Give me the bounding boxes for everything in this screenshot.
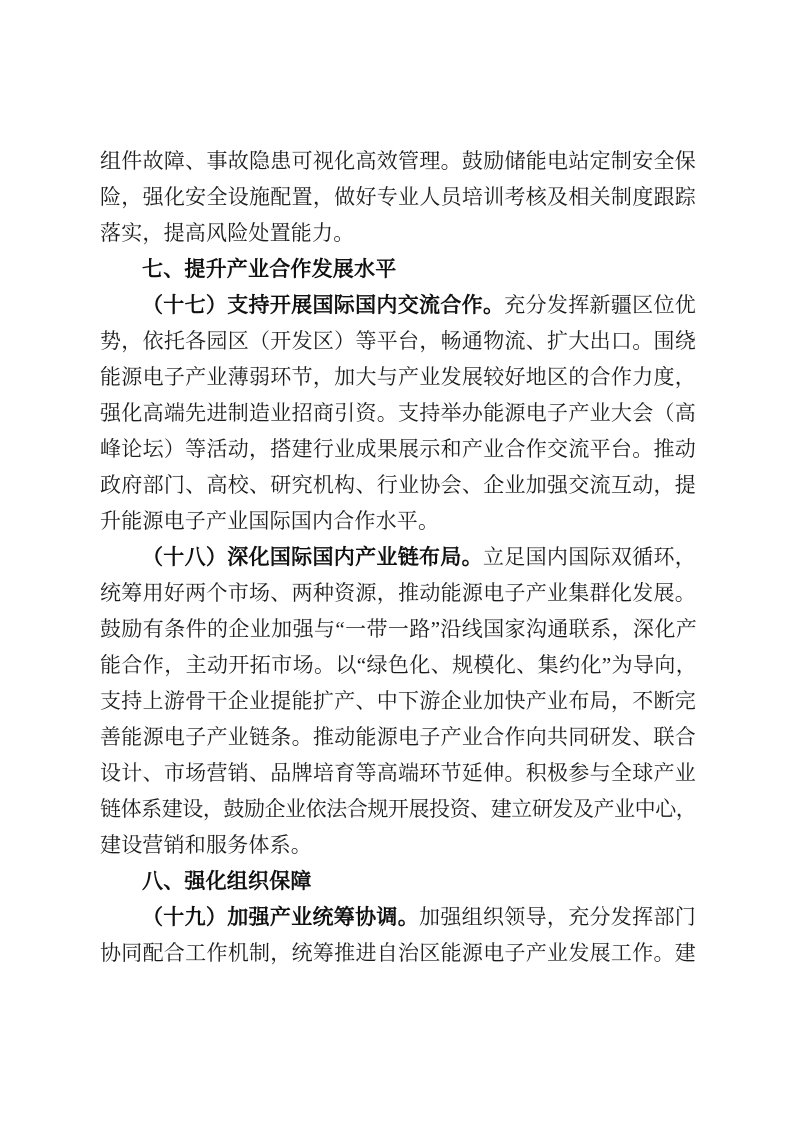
body-text-run: 善能源电子产业链条。推动能源电子产业合作向共同研发、联合	[100, 725, 696, 749]
body-text-run: 组件故障、事故隐患可视化高效管理。鼓励储能电站定制安全保	[100, 149, 696, 173]
text-line	[100, 179, 696, 215]
body-text-run: 险，强化安全设施配置，做好专业人员培训考核及相关制度跟踪	[100, 185, 696, 209]
body-text-run: 能合作，主动开拓市场。以“绿色化、规模化、集约化”为导向，	[100, 653, 696, 677]
bold-text-run: （十九）加强产业统筹协调。	[142, 906, 420, 929]
text-line	[100, 143, 696, 179]
bold-text-run: （十七）支持开展国际国内交流合作。	[142, 294, 505, 317]
bold-text-run: （十八）深化国际国内产业链布局。	[142, 546, 483, 569]
text-line	[100, 467, 696, 503]
text-line	[100, 359, 696, 395]
body-text-run: 落实，提高风险处置能力。	[100, 221, 355, 245]
body-text-run: 建设营销和服务体系。	[100, 833, 312, 857]
body-text-run: 升能源电子产业国际国内合作水平。	[100, 509, 440, 533]
document-body	[100, 143, 696, 971]
body-text-run: 链体系建设，鼓励企业依法合规开展投资、建立研发及产业中心，	[100, 797, 696, 821]
text-line	[100, 899, 696, 935]
heading-line	[100, 863, 696, 899]
text-line	[100, 287, 696, 323]
body-text-run: 协同配合工作机制，统筹推进自治区能源电子产业发展工作。建	[100, 941, 696, 965]
bold-text-run: 七、提升产业合作发展水平	[142, 258, 397, 281]
body-text-run: 政府部门、高校、研究机构、行业协会、企业加强交流互动，提	[100, 473, 696, 497]
text-line	[100, 935, 696, 971]
body-text-run: 立足国内国际双循环，	[483, 545, 697, 569]
body-text-run: 鼓励有条件的企业加强与“一带一路”沿线国家沟通联系，深化产	[100, 617, 696, 641]
text-line	[100, 827, 696, 863]
text-line	[100, 215, 696, 251]
text-line	[100, 791, 696, 827]
text-line	[100, 431, 696, 467]
text-line	[100, 323, 696, 359]
body-text-run: 强化高端先进制造业招商引资。支持举办能源电子产业大会（高	[100, 401, 696, 425]
body-text-run: 充分发挥新疆区位优	[504, 293, 696, 317]
text-line	[100, 395, 696, 431]
body-text-run: 加强组织领导，充分发挥部门	[419, 905, 696, 929]
body-text-run: 势，依托各园区（开发区）等平台，畅通物流、扩大出口。围绕	[100, 329, 696, 353]
text-line	[100, 719, 696, 755]
text-line	[100, 647, 696, 683]
text-line	[100, 611, 696, 647]
heading-line	[100, 251, 696, 287]
body-text-run: 能源电子产业薄弱环节，加大与产业发展较好地区的合作力度，	[100, 365, 696, 389]
body-text-run: 峰论坛）等活动，搭建行业成果展示和产业合作交流平台。推动	[100, 437, 696, 461]
bold-text-run: 八、强化组织保障	[142, 870, 312, 893]
text-line	[100, 755, 696, 791]
text-line	[100, 575, 696, 611]
text-line	[100, 683, 696, 719]
text-line	[100, 539, 696, 575]
text-line	[100, 503, 696, 539]
body-text-run: 支持上游骨干企业提能扩产、中下游企业加快产业布局，不断完	[100, 689, 696, 713]
body-text-run: 设计、市场营销、品牌培育等高端环节延伸。积极参与全球产业	[100, 761, 696, 785]
body-text-run: 统筹用好两个市场、两种资源，推动能源电子产业集群化发展。	[100, 581, 696, 605]
